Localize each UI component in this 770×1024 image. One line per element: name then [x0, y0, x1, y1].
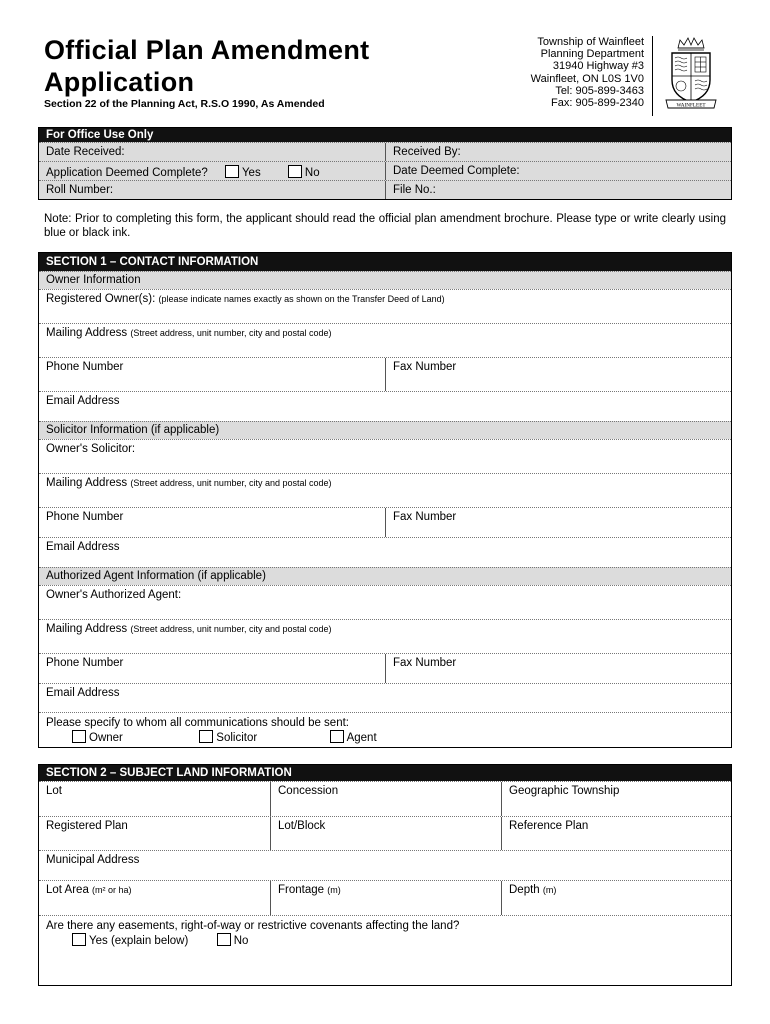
office-use-heading: For Office Use Only: [39, 128, 731, 142]
deemed-complete-field: [39, 162, 385, 180]
file-no-field[interactable]: File No.:: [385, 181, 731, 199]
owner-fax-field[interactable]: Fax Number: [385, 358, 731, 391]
instructions-note: Note: Prior to completing this form, the applicant should read the official plan amendment brochure. Please type or write clearly using blue or black ink.: [44, 213, 726, 239]
owners-agent-field[interactable]: Owner's Authorized Agent:: [39, 585, 731, 619]
mailing-address-label: Mailing Address: [46, 327, 128, 339]
mailing-address-hint: (Street address, unit number, city and postal code): [130, 624, 332, 634]
agent-info-heading: Authorized Agent Information (if applicable): [39, 567, 731, 585]
registered-owners-field[interactable]: [39, 289, 731, 323]
solicitor-checkbox[interactable]: [199, 730, 213, 743]
solicitor-mailing-address-field[interactable]: [39, 473, 731, 507]
municipal-address-field[interactable]: Municipal Address: [39, 850, 731, 880]
address-line: Planning Department: [540, 48, 644, 61]
lot-concession-row: [39, 781, 731, 816]
solicitor-phone-fax-row: [39, 507, 731, 537]
title-line-1: Official Plan Amendment: [44, 35, 370, 65]
depth-unit: (m): [542, 885, 557, 895]
no-checkbox[interactable]: [288, 165, 302, 178]
owner-phone-field[interactable]: Phone Number: [46, 361, 124, 373]
owners-solicitor-field[interactable]: Owner's Solicitor:: [39, 439, 731, 473]
address-line: Wainfleet, ON L0S 1V0: [530, 72, 644, 85]
roll-number-field[interactable]: Roll Number:: [46, 184, 114, 196]
address-line: Township of Wainfleet: [537, 36, 644, 48]
township-crest-icon: [662, 36, 720, 112]
lot-area-label: Lot Area: [46, 884, 89, 896]
dimensions-row: [39, 880, 731, 915]
mailing-address-hint: (Street address, unit number, city and postal code): [130, 478, 332, 488]
easements-row: [39, 915, 731, 985]
address-line: Fax: 905-899-2340: [551, 97, 644, 110]
agent-fax-field[interactable]: Fax Number: [385, 654, 731, 683]
section-1-table: [38, 252, 732, 748]
owner-checkbox[interactable]: [72, 730, 86, 743]
easements-no-checkbox[interactable]: [217, 933, 231, 946]
registered-plan-field[interactable]: Registered Plan: [46, 820, 128, 832]
office-use-row: [39, 180, 731, 199]
owner-email-field[interactable]: Email Address: [39, 391, 731, 421]
reference-plan-field[interactable]: Reference Plan: [501, 817, 731, 850]
lot-area-field[interactable]: [39, 881, 270, 915]
no-label: No: [304, 167, 320, 179]
solicitor-option-label: Solicitor: [216, 732, 258, 744]
office-use-table: [38, 127, 732, 200]
yes-label: Yes: [241, 167, 261, 179]
owner-option-label: Owner: [89, 732, 123, 744]
frontage-field[interactable]: [270, 881, 501, 915]
owner-phone-fax-row: [39, 357, 731, 391]
date-deemed-complete-field[interactable]: Date Deemed Complete:: [385, 162, 731, 180]
township-address: [494, 36, 644, 109]
title-line-2: Application: [44, 67, 195, 97]
page-title: [44, 34, 369, 98]
plan-row: [39, 816, 731, 850]
crest-banner-text: WAINFLEET: [676, 102, 706, 109]
solicitor-info-heading: Solicitor Information (if applicable): [39, 421, 731, 439]
lot-area-unit: (m² or ha): [92, 885, 132, 895]
easements-yes-label: Yes (explain below): [89, 935, 189, 947]
owner-mailing-address-field[interactable]: [39, 323, 731, 357]
agent-phone-field[interactable]: Phone Number: [46, 657, 124, 669]
solicitor-fax-field[interactable]: Fax Number: [385, 508, 731, 537]
frontage-label: Frontage: [278, 884, 325, 896]
yes-checkbox[interactable]: [225, 165, 239, 178]
easements-no-label: No: [233, 935, 249, 947]
office-use-row: [39, 142, 731, 161]
concession-field[interactable]: Concession: [270, 782, 501, 816]
page-subtitle: Section 22 of the Planning Act, R.S.O 1990, As Amended: [44, 98, 325, 110]
frontage-unit: (m): [327, 885, 341, 895]
registered-owners-label: Registered Owner(s):: [46, 293, 156, 305]
section-1-heading: SECTION 1 – CONTACT INFORMATION: [39, 253, 731, 271]
depth-field[interactable]: [501, 881, 731, 915]
address-line: Tel: 905-899-3463: [555, 84, 644, 97]
agent-option-label: Agent: [346, 732, 377, 744]
office-use-row: [39, 161, 731, 180]
section-2-table: [38, 764, 732, 986]
communications-row: [39, 712, 731, 747]
easements-yes-checkbox[interactable]: [72, 933, 86, 946]
solicitor-email-field[interactable]: Email Address: [39, 537, 731, 567]
mailing-address-label: Mailing Address: [46, 623, 128, 635]
agent-mailing-address-field[interactable]: [39, 619, 731, 653]
agent-checkbox[interactable]: [330, 730, 344, 743]
depth-label: Depth: [509, 884, 540, 896]
mailing-address-label: Mailing Address: [46, 477, 128, 489]
section-2-heading: SECTION 2 – SUBJECT LAND INFORMATION: [39, 765, 731, 781]
communications-question: Please specify to whom all communications should be sent:: [46, 717, 349, 729]
deemed-complete-label: Application Deemed Complete?: [46, 167, 208, 179]
solicitor-phone-field[interactable]: Phone Number: [46, 511, 124, 523]
registered-owners-hint: (please indicate names exactly as shown on the Transfer Deed of Land): [158, 294, 445, 304]
agent-email-field[interactable]: Email Address: [39, 683, 731, 712]
date-received-field[interactable]: Date Received:: [46, 146, 125, 158]
lot-field[interactable]: Lot: [46, 785, 62, 797]
agent-phone-fax-row: [39, 653, 731, 683]
geographic-township-field[interactable]: Geographic Township: [501, 782, 731, 816]
mailing-address-hint: (Street address, unit number, city and postal code): [130, 328, 332, 338]
header-divider: [652, 36, 653, 116]
lot-block-field[interactable]: Lot/Block: [270, 817, 501, 850]
address-line: 31940 Highway #3: [552, 60, 644, 73]
received-by-field[interactable]: Received By:: [385, 143, 731, 161]
easements-question: Are there any easements, right-of-way or restrictive covenants affecting the land?: [46, 920, 460, 932]
owner-info-heading: Owner Information: [39, 271, 731, 289]
